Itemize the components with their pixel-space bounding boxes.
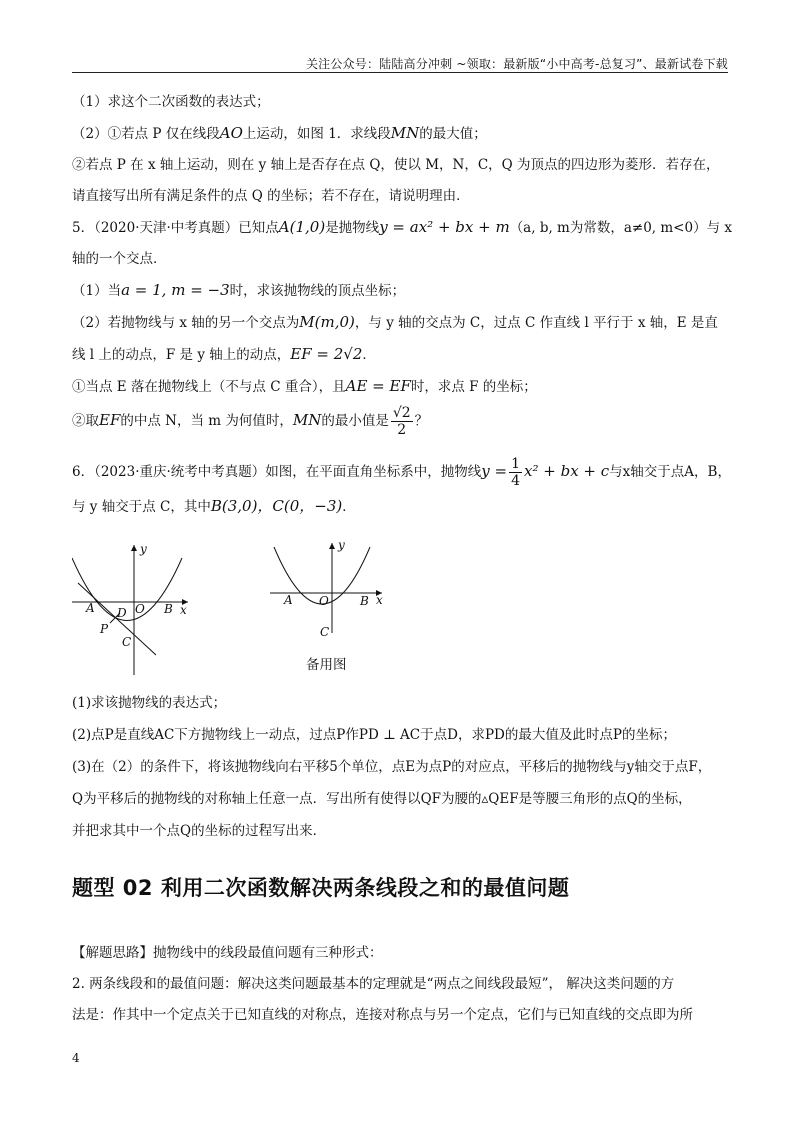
q5-part2-cont: 线 l 上的动点，F 是 y 轴上的动点，EF = 2√2． xyxy=(72,345,376,363)
section-body xyxy=(72,944,728,1025)
fig1-label-o: O xyxy=(135,602,145,616)
fraction-one-quarter: $\frac{1}{4}$ xyxy=(511,456,521,489)
section-hint: 【解题思路】抛物线中的线段最值问题有三种形式： xyxy=(72,945,383,961)
fig1-label-c: C xyxy=(122,635,132,649)
page-header: 关注公众号：陆陆高分冲刺 ~领取：最新版“小中高考-总复习”、最新试卷下载 xyxy=(305,57,728,71)
fig1-label-d: D xyxy=(117,606,127,620)
section-method-line2: 法是：作其中一个定点关于已知直线的对称点，连接对称点与另一个定点，它们与已知直线的交点即为所 xyxy=(72,1007,693,1023)
section-method-line1: 2. 两条线段和的最值问题：解决这类问题最基本的定理就是“两点之间线段最短”， 解决这类问题的方 xyxy=(72,976,675,992)
q6-part3-cont2: 并把求其中一个点Q的坐标的过程写出来． xyxy=(72,823,327,839)
q4-part2: （2）①若点 P 仅在线段AO上运动，如图 1．求线段MN的最大值； xyxy=(72,124,487,142)
figure-caption: 备用图 xyxy=(306,657,347,673)
fig2-label-b: B xyxy=(360,594,369,608)
question-content xyxy=(72,93,732,517)
fig1-label-b: B xyxy=(164,602,173,616)
q4-part1: （1）求这个二次函数的表达式； xyxy=(72,94,270,110)
q5-part2-sub1: ①当点 E 落在抛物线上（不与点 C 重合），且AE = EF时，求点 F 的坐标； xyxy=(72,377,537,395)
q5-intro-cont: 轴的一个交点． xyxy=(72,251,167,267)
fig2-label-o: O xyxy=(319,594,329,608)
page-number: 4 xyxy=(72,1051,80,1065)
q6-intro-cont: 与 y 轴交于点 C，其中B(3,0)，C(0，−3)． xyxy=(72,497,356,515)
q5-part2: （2）若抛物线与 x 轴的另一个交点为M(m,0)，与 y 轴的交点为 C，过点 C 作直线 l 平行于 x 轴，E 是直 xyxy=(72,313,718,331)
fig1-y-arrow xyxy=(131,545,137,551)
q5-part1: （1）当a = 1, m = −3时，求该抛物线的顶点坐标； xyxy=(72,281,406,299)
q5-intro: 5．（2020·天津·中考真题）已知点A(1,0)是抛物线y = ax² + bx + m（a, b, m为常数，a≠0, m<0）与 x xyxy=(72,218,732,236)
q6-part2: (2)点P是直线AC下方抛物线上一动点，过点P作PD ⊥ AC于点D，求PD的最大值及此时点P的坐标； xyxy=(72,727,676,743)
fig1-label-x: x xyxy=(180,603,187,617)
fig1-label-y: y xyxy=(140,542,147,556)
fig2-label-y: y xyxy=(338,538,345,552)
fig2-label-c: C xyxy=(320,625,330,639)
header-rule xyxy=(72,72,728,73)
fig1-label-p: P xyxy=(100,622,109,636)
q5-part2-sub2: ②取EF的中点 N，当 m 为何值时，MN的最小值是 $\frac{√2}{2}$ ？ xyxy=(72,405,429,438)
fig1-label-a: A xyxy=(86,601,95,615)
fig2-label-x: x xyxy=(376,593,383,607)
fig2-y-arrow xyxy=(329,543,335,549)
q4-part2-sub2: ②若点 P 在 x 轴上运动，则在 y 轴上是否存在点 Q，使以 M，N，C，Q 为顶点的四边形为菱形．若存在， xyxy=(72,157,720,173)
q4-part2-sub2-cont: 请直接写出所有满足条件的点 Q 的坐标；若不存在，请说明理由． xyxy=(72,188,470,204)
q6-part3: (3)在（2）的条件下，将该抛物线向右平移5个单位，点E为点P的对应点，平移后的抛物线与y轴交于点F， xyxy=(72,759,712,775)
fig2-label-a: A xyxy=(284,593,293,607)
q6-intro: 6．（2023·重庆·统考中考真题）如图，在平面直角坐标系中，抛物线y = $\frac{1}{4}$ x² + bx + c与x轴交于点A，B， xyxy=(72,456,731,489)
q6-parts xyxy=(72,694,728,841)
q6-part3-cont: Q为平移后的抛物线的对称轴上任意一点．写出所有使得以QF为腰的▵QEF是等腰三角形的点Q的坐标， xyxy=(72,791,692,807)
q6-part1: (1)求该抛物线的表达式； xyxy=(72,695,227,711)
figure-2 xyxy=(270,543,382,633)
fraction-sqrt2-over-2: $\frac{√2}{2}$ xyxy=(392,405,411,438)
section-title: 题型 02 利用二次函数解决两条线段之和的最值问题 xyxy=(72,876,570,900)
parabola-figures xyxy=(72,533,412,675)
